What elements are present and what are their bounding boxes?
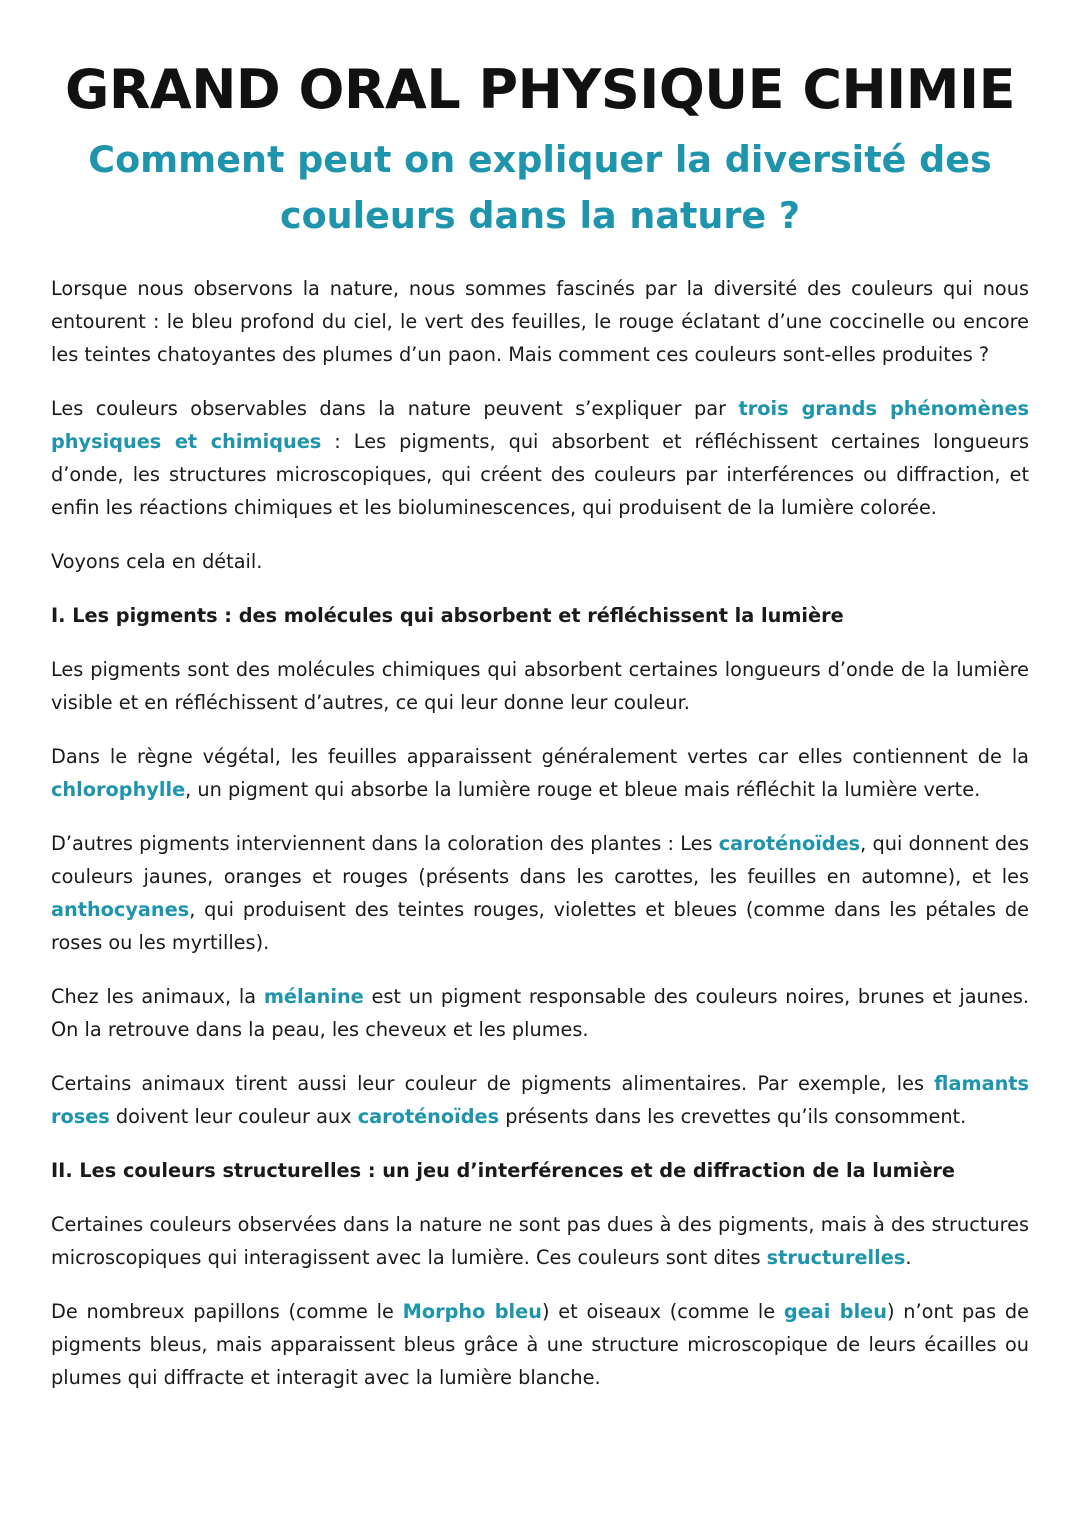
transition-paragraph: Voyons cela en détail. (51, 550, 263, 573)
food-pigments-paragraph (51, 1067, 1029, 1133)
text-run: , qui donnent des couleurs jaunes, oranges et rouges (présents dans les carottes, les feuilles en automne), et les (51, 832, 1029, 888)
text-run: , qui produisent des teintes rouges, violettes et bleues (comme dans les pétales de roses ou les myrtilles). (51, 898, 1029, 954)
highlight-melanine: mélanine (263, 985, 364, 1008)
plant-pigments-paragraph (51, 827, 1029, 959)
section-heading-structural: II. Les couleurs structurelles : un jeu d’interférences et de diffraction de la lumière (51, 1159, 955, 1182)
melanin-paragraph (51, 980, 1029, 1046)
text-run: ) et oiseaux (comme le (541, 1300, 784, 1323)
section-heading-pigments: I. Les pigments : des molécules qui absorbent et réfléchissent la lumière (51, 604, 844, 627)
subtitle-line-1: Comment peut on expliquer la diversité des (88, 138, 992, 181)
text-run: ) n’ont pas de pigments bleus, mais apparaissent bleus grâce à une structure microscopique de leurs écailles ou plumes qui diffracte et interagit avec la lumière blanche. (51, 1300, 1029, 1389)
document-title: GRAND ORAL PHYSIQUE CHIMIE (65, 58, 1015, 121)
butterflies-birds-paragraph (51, 1295, 1029, 1394)
chlorophyll-paragraph (51, 740, 1029, 806)
text-run: Certains animaux tirent aussi leur couleur de pigments alimentaires. Par exemple, les (51, 1072, 935, 1095)
subtitle-line-2: couleurs dans la nature ? (279, 194, 801, 237)
text-run: doivent leur couleur aux (109, 1105, 358, 1128)
text-run: De nombreux papillons (comme le (51, 1300, 403, 1323)
text-run: : Les pigments, qui absorbent et réfléchissent certaines longueurs d’onde, les structures microscopiques, qui créent des couleurs par interférences ou diffraction, et enfin les réactions chimiques et les bioluminescences, qui produisent de la lumière colorée. (51, 430, 1029, 519)
highlight-anthocyanes: anthocyanes (51, 898, 190, 921)
text-run: Certaines couleurs observées dans la nature ne sont pas dues à des pigments, mais à des structures microscopiques qui interagissent avec la lumière. Ces couleurs sont dites (51, 1213, 1029, 1269)
text-run: . (905, 1246, 912, 1269)
text-run: Chez les animaux, la (51, 985, 264, 1008)
highlight-morpho-bleu: Morpho bleu (402, 1300, 542, 1323)
text-run: présents dans les crevettes qu’ils consomment. (499, 1105, 967, 1128)
highlight-flamants-roses: flamants roses (51, 1072, 1029, 1128)
text-run: Dans le règne végétal, les feuilles apparaissent généralement vertes car elles contiennent de la (51, 745, 1029, 768)
text-run: Les couleurs observables dans la nature peuvent s’expliquer par (51, 397, 739, 420)
highlight-carotenoides: caroténoïdes (718, 832, 861, 855)
highlight-phenomena: trois grands phénomènes physiques et chimiques (51, 397, 1029, 453)
highlight-geai-bleu: geai bleu (783, 1300, 887, 1323)
highlight-chlorophylle: chlorophylle (51, 778, 186, 801)
text-run: D’autres pigments interviennent dans la coloration des plantes : Les (51, 832, 719, 855)
highlight-structurelles: structurelles (766, 1246, 906, 1269)
text-run: , un pigment qui absorbe la lumière rouge et bleue mais réfléchit la lumière verte. (185, 778, 981, 801)
phenomena-paragraph (51, 392, 1029, 524)
structural-definition-paragraph (51, 1208, 1029, 1274)
text-run: est un pigment responsable des couleurs noires, brunes et jaunes. On la retrouve dans la peau, les cheveux et les plumes. (51, 985, 1030, 1041)
intro-paragraph: Lorsque nous observons la nature, nous sommes fascinés par la diversité des couleurs qui nous entourent : le bleu profond du ciel, le vert des feuilles, le rouge éclatant d’une coccinelle ou encore les teintes chatoyantes des plumes d’un paon. Mais comment ces couleurs sont-elles produites ? (51, 277, 1029, 366)
pigments-definition-paragraph: Les pigments sont des molécules chimiques qui absorbent certaines longueurs d’onde de la lumière visible et en réfléchissent d’autres, ce qui leur donne leur couleur. (51, 658, 1029, 714)
highlight-carotenoides-2: caroténoïdes (357, 1105, 500, 1128)
document-subtitle (51, 132, 1029, 244)
